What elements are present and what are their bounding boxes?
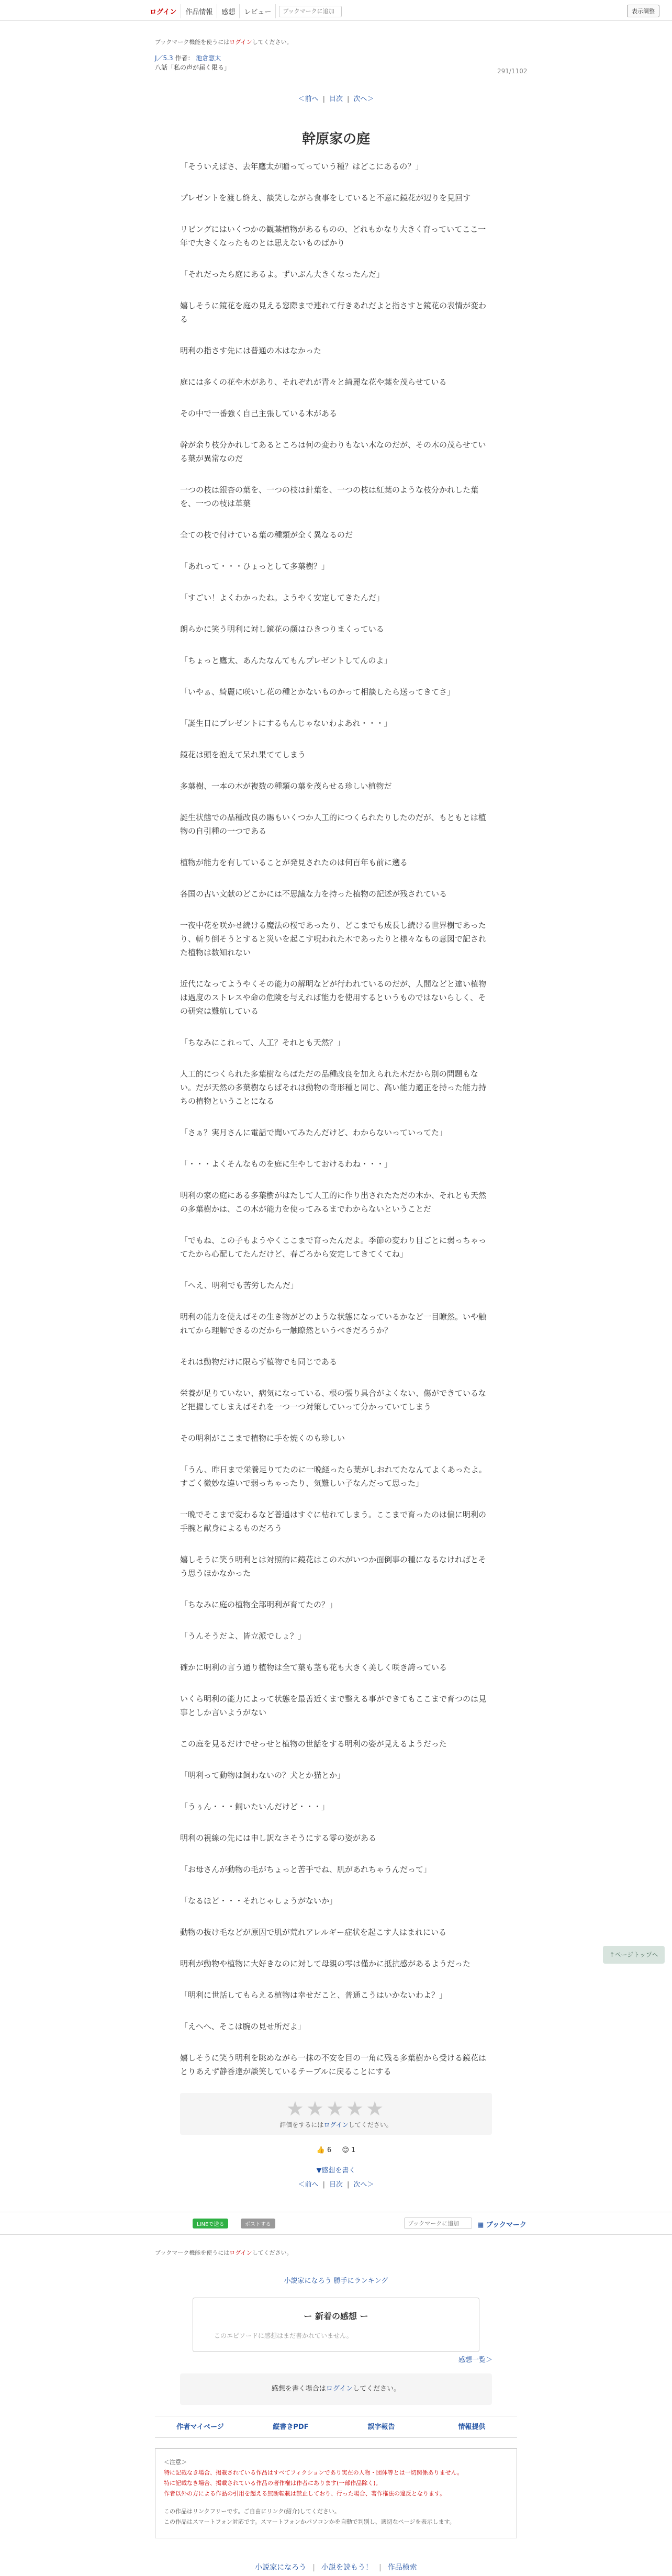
prev-link-bottom[interactable]: ＜前へ (298, 2181, 319, 2189)
bookmark-notice-suffix-bottom: してください。 (252, 2249, 293, 2256)
caution-line: 作者以外の方による作品の引用を超える無断転載は禁止しており、行った場合、著作権法の違反となります。 (164, 2490, 446, 2497)
caution-line: 特に記載なき場合、掲載されている作品の著作権は作者にあります(一部作品除く)。 (164, 2480, 382, 2487)
body-paragraph: 人工的につくられた多葉樹ならばただの品種改良を加えられた木だから別の問題もない。だが天然の多葉樹ならばそれは動物の奇形種と同じ、高い能力適正を持った能力持ちの植物ということになる (180, 1069, 487, 1106)
body-paragraph: プレゼントを渡し終え、談笑しながら食事をしていると不意に鏡花が辺りを見回す (180, 193, 471, 203)
body-paragraph: 「でもね、この子もようやくここまで育ったんだよ。季節の変わり目ごとに弱っちゃってたから心配してたんだけど、春ごろから安定してきてくてね」 (180, 1236, 487, 1259)
author-mypage-link[interactable]: 作者マイページ (176, 2423, 224, 2431)
body-paragraph: 「なるほど・・・それじゃしょうがないか」 (180, 1896, 338, 1906)
footer-links (155, 2416, 517, 2438)
pager-bottom: ＜前へ | 目次 | 次へ＞ (298, 2181, 374, 2189)
body-paragraph: 朗らかに笑う明利に対し鏡花の顔はひきつりまくっている (180, 624, 384, 634)
body-paragraph: 「ちなみに庭の植物全部明利が育てたの？」 (180, 1600, 338, 1609)
bottom-links: 小説家になろう | 小説を読もう！ | 作品検索 (255, 2563, 417, 2572)
login-link[interactable]: ログイン (145, 4, 181, 18)
bookmark-icon: ▦ (477, 2221, 486, 2229)
bookmark-button[interactable] (477, 2219, 527, 2229)
body-paragraph: その中で一番強く自己主張している木がある (180, 409, 338, 418)
body-paragraph: 嬉しそうに笑う明利とは対照的に鏡花はこの木がいつか面倒事の種になるなければとそう思うほかなかった (180, 1555, 487, 1578)
next-link-bottom[interactable]: 次へ＞ (353, 2181, 374, 2189)
pager-top: ＜前へ | 目次 | 次へ＞ (298, 95, 374, 103)
body-paragraph: 明利の能力を使えばその生き物がどのような状態になっているかなど一目瞭然。いや触れてから理解できるのだから一触瞭然というべきだろうか？ (180, 1312, 487, 1335)
critique-link[interactable]: レビュー (240, 4, 276, 18)
vertical-pdf-link[interactable]: 縦書きPDF (273, 2423, 309, 2431)
caution-title: ＜注意＞ (164, 2459, 187, 2466)
bookmark-notice-text: ブックマーク機能を使うには (155, 39, 230, 46)
body-paragraph: 「ちなみにこれって、人工？それとも天然？」 (180, 1038, 345, 1047)
line-share-button[interactable]: LINEで送る (193, 2219, 228, 2228)
body-paragraph: 「さぁ？実月さんに電話で聞いてみたんだけど、わからないっていってた」 (180, 1128, 447, 1137)
top-bar (0, 0, 672, 21)
body-paragraph: 明利の視線の先には申し訳なさそうにする零の姿がある (180, 1833, 377, 1843)
latest-reviews-box (193, 2298, 479, 2352)
like-reaction[interactable]: 👍 6 (316, 2146, 332, 2154)
episode-title: 幹原家の庭 (301, 131, 370, 147)
index-link-bottom[interactable]: 目次 (329, 2181, 343, 2189)
bookmark-login-link[interactable]: ログイン (229, 39, 252, 46)
body-paragraph: 「誕生日にプレゼントにするもんじゃないわよあれ・・・」 (180, 719, 392, 728)
body-paragraph: いくら明利の能力によって状態を最善近くまで整える事ができてもここまで育つのは見事としか言いようがない (180, 1694, 487, 1717)
page-count: 291/1102 (497, 68, 528, 75)
body-paragraph: それは動物だけに限らず植物でも同じである (180, 1357, 338, 1367)
body-paragraph: 鏡花は頭を抱えて呆れ果ててしまう (180, 750, 306, 759)
body-paragraph: 栄養が足りていない、病気になっている、根の張り具合がよくない、傷ができているなど把握してしまえばそれを一つ一つ対策していって分かっていてしまう (180, 1388, 487, 1412)
caution-box (155, 2448, 517, 2538)
body-paragraph: 一晩でそこまで変わるなど普通はすぐに枯れてしまう。ここまで育ったのは偏に明利の手腕と献身によるものだろう (180, 1510, 487, 1533)
body-paragraph: 明利の指さす先には普通の木はなかった (180, 346, 322, 355)
search-link[interactable]: 作品検索 (387, 2563, 417, 2572)
caution-line: 特に記載なき場合、掲載されている作品はすべてフィクションであり実在の人物・団体等とは一切関係ありません。 (164, 2469, 463, 2476)
body-paragraph: 「ちょっと鷹太、あんたなんてもんプレゼントしてんのよ」 (180, 656, 392, 665)
body-paragraph: 「明利に世話してもらえる植物は幸せだこと、普通こうはいかないわよ？」 (180, 1990, 447, 2000)
body-paragraph: 「明利って動物は飼わないの？犬とか猫とか」 (180, 1771, 345, 1780)
index-link[interactable]: 目次 (329, 95, 343, 103)
body-paragraph: 明利の家の庭にある多葉樹がはたして人工的に作り出されたただの木か、それとも天然の多葉樹かは、この木が能力を使ってみるまでわからないということだ (180, 1191, 487, 1214)
body-paragraph: 誕生状態での品種改良の賜もいくつか人工的につくられたりしたのだが、もともとは植物の自引種の一つである (180, 813, 486, 836)
bookmark-input-bottom[interactable] (404, 2217, 472, 2229)
body-paragraph: 確かに明利の言う通り植物は全て葉も茎も花も大きく美しく咲き誇っている (180, 1663, 447, 1672)
ranking-link[interactable]: 小説家になろう 勝手にランキング (284, 2277, 388, 2285)
body-paragraph: 「あれって・・・ひょっとして多葉樹？」 (180, 562, 330, 571)
top-nav (145, 4, 342, 18)
body-paragraph: 動物の抜け毛などが原因で肌が荒れアレルギー症状を起こす人はまれにいる (180, 1928, 447, 1937)
body-paragraph: この庭を見るだけでせっせと植物の世話をする明利の姿が見えるようだった (180, 1739, 447, 1749)
review-login-link[interactable]: ログイン (326, 2385, 353, 2393)
body-paragraph: 「へえ、明利でも苦労したんだ」 (180, 1281, 298, 1290)
review-login-suffix: してください。 (353, 2385, 401, 2393)
body-paragraph: 「お母さんが動物の毛がちょっと苦手でね、肌があれちゃうんだって」 (180, 1865, 432, 1874)
prev-link[interactable]: ＜前へ (298, 95, 319, 103)
typo-report-link[interactable]: 誤字報告 (367, 2423, 395, 2431)
bookmark-input[interactable] (279, 6, 342, 17)
body-paragraph: 「・・・よくそんなものを庭に生やしておけるわね・・・」 (180, 1159, 393, 1169)
smile-reaction[interactable]: 😊 1 (342, 2146, 356, 2154)
post-share-button[interactable]: ポストする (241, 2219, 275, 2228)
narou-link[interactable]: 小説家になろう (255, 2563, 307, 2572)
work-info-link[interactable]: 作品情報 (181, 4, 217, 18)
bookmark-notice-bottom (155, 2248, 293, 2257)
body-paragraph: 嬉しそうに笑う明利を眺めながら一抹の不安を目の一角に残る多葉樹から受ける鏡花はとりあえず静香達が談笑しているテーブルに戻ることにする (180, 2053, 487, 2076)
body-paragraph: 各国の古い文献のどこかには不思議な力を持った植物の記述が残されている (180, 889, 447, 899)
rating-stars[interactable]: ★★★★★ (286, 2097, 386, 2120)
latest-reviews-title: ー 新着の感想 ー (304, 2311, 368, 2321)
bookmark-notice-suffix: してください。 (252, 39, 293, 46)
body-paragraph: 明利が動物や植物に大好きなのに対して母親の零は僅かに抵抗感があるようだった (180, 1959, 471, 1968)
rating-login-link[interactable]: ログイン (323, 2121, 349, 2129)
caution-note: この作品はリンクフリーです。ご自由にリンク(紹介)してください。 (164, 2508, 340, 2515)
author-link[interactable]: 池倉惣太 (196, 54, 221, 62)
series-subtitle: 八話「私の声が届く限る」 (155, 64, 231, 71)
author-label: 作者： (175, 54, 194, 62)
info-provide-link[interactable]: 情報提供 (458, 2423, 486, 2431)
bookmark-label: ブックマーク (486, 2221, 527, 2229)
bookmark-notice (155, 38, 293, 46)
body-paragraph: その明利がここまで植物に手を焼くのも珍しい (180, 1433, 345, 1443)
write-review-link[interactable]: ▼感想を書く (316, 2167, 356, 2175)
body-paragraph: 「えへへ、そこは腕の見せ所だよ」 (180, 2022, 306, 2031)
body-paragraph: 幹が余り枝分かれしてあるところは何の変わりもない木なのだが、その木の茂らせている葉が異常なのだ (180, 440, 486, 463)
rating-note (180, 2120, 492, 2129)
rating-box (180, 2093, 492, 2135)
chapter-link[interactable]: J／5.3 (155, 54, 173, 62)
yomou-link[interactable]: 小説を読もう！ (321, 2563, 373, 2572)
body-paragraph: 一つの枝は銀杏の葉を、一つの枝は針葉を、一つの枝は紅葉のような枝分かれした葉を、一つの枝は革葉 (180, 485, 479, 508)
body-paragraph: 多葉樹、一本の木が複数の種類の葉を茂らせる珍しい植物だ (180, 781, 392, 791)
work-header (155, 53, 230, 72)
body-paragraph: 近代になってようやくその能力の解明などが行われているのだが、人間などと違い植物は過度のストレスや命の危険を与えれば能力を使用するというものではないらしく、その研究は難航している (180, 979, 487, 1016)
reactions (0, 2146, 672, 2154)
page-top-button[interactable]: ↑ページトップへ (603, 1946, 665, 1964)
body-paragraph: 「うんそうだよ、皆立派でしょ？」 (180, 1631, 306, 1641)
review-link[interactable]: 感想 (217, 4, 240, 18)
review-login-box (180, 2373, 492, 2405)
caution-note: この作品はスマートフォン対応です。スマートフォンかパソコンかを自動で判別し、適切なページを表示します。 (164, 2518, 455, 2525)
rating-note-text: 評価をするには (279, 2121, 324, 2129)
body-paragraph: 庭には多くの花や木があり、それぞれが青々と綺麗な花や葉を茂らせている (180, 377, 447, 387)
next-link[interactable]: 次へ＞ (353, 95, 374, 103)
review-login-text: 感想を書く場合は (271, 2385, 326, 2393)
body-paragraph: 「そういえばさ、去年鷹太が贈ってっていう種？はどこにあるの？」 (180, 162, 423, 171)
body-paragraph: 全ての枝で付けている葉の種類が全く異なるのだ (180, 530, 353, 540)
review-list-link[interactable]: 感想一覧＞ (458, 2356, 493, 2364)
body-paragraph: リビングにはいくつかの観葉植物があるものの、どれもかなり大きく育っていてここ一年で大きくなったものとは思えないものばかり (180, 225, 486, 248)
rating-note-suffix: してください。 (348, 2121, 393, 2129)
bookmark-notice-text-bottom: ブックマーク機能を使うには (155, 2249, 230, 2256)
novel-body (180, 160, 492, 2096)
share-bar (0, 2212, 672, 2235)
body-paragraph: 植物が能力を有していることが発見されたのは何百年も前に遡る (180, 858, 408, 867)
body-paragraph: 「それだったら庭にあるよ。ずいぶん大きくなったんだ」 (180, 270, 385, 279)
latest-reviews-empty: このエピソードに感想はまだ書かれていません。 (214, 2332, 353, 2339)
display-settings-button[interactable]: 表示調整 (627, 5, 659, 17)
body-paragraph: 一夜中花を咲かせ続ける魔法の桜であったり、どこまでも成長し続ける世界樹であったり、斬り倒そうとすると災いを起こす呪われた木であったりと様々なもの意図で記された植物は数知れない (180, 921, 486, 957)
body-paragraph: 「うぅん・・・飼いたいんだけど・・・」 (180, 1802, 330, 1811)
body-paragraph: 「うん、昨日まで栄養足りてたのに一晩経ったら葉がしおれてたなんてよくあったよ。すごく微妙な違いで弱っちゃったり、気難しい子なんだって思った」 (180, 1465, 487, 1488)
body-paragraph: 「いやぁ、綺麗に咲いし花の種とかないものかって相談したら送ってきてさ」 (180, 687, 455, 697)
bookmark-login-link-bottom[interactable]: ログイン (229, 2249, 252, 2256)
body-paragraph: 嬉しそうに鏡花を庭の見える窓際まで連れて行きあれだよと指さすと鏡花の表情が変わる (180, 301, 487, 324)
body-paragraph: 「すごい！よくわかったね。ようやく安定してきたんだ」 (180, 593, 385, 602)
